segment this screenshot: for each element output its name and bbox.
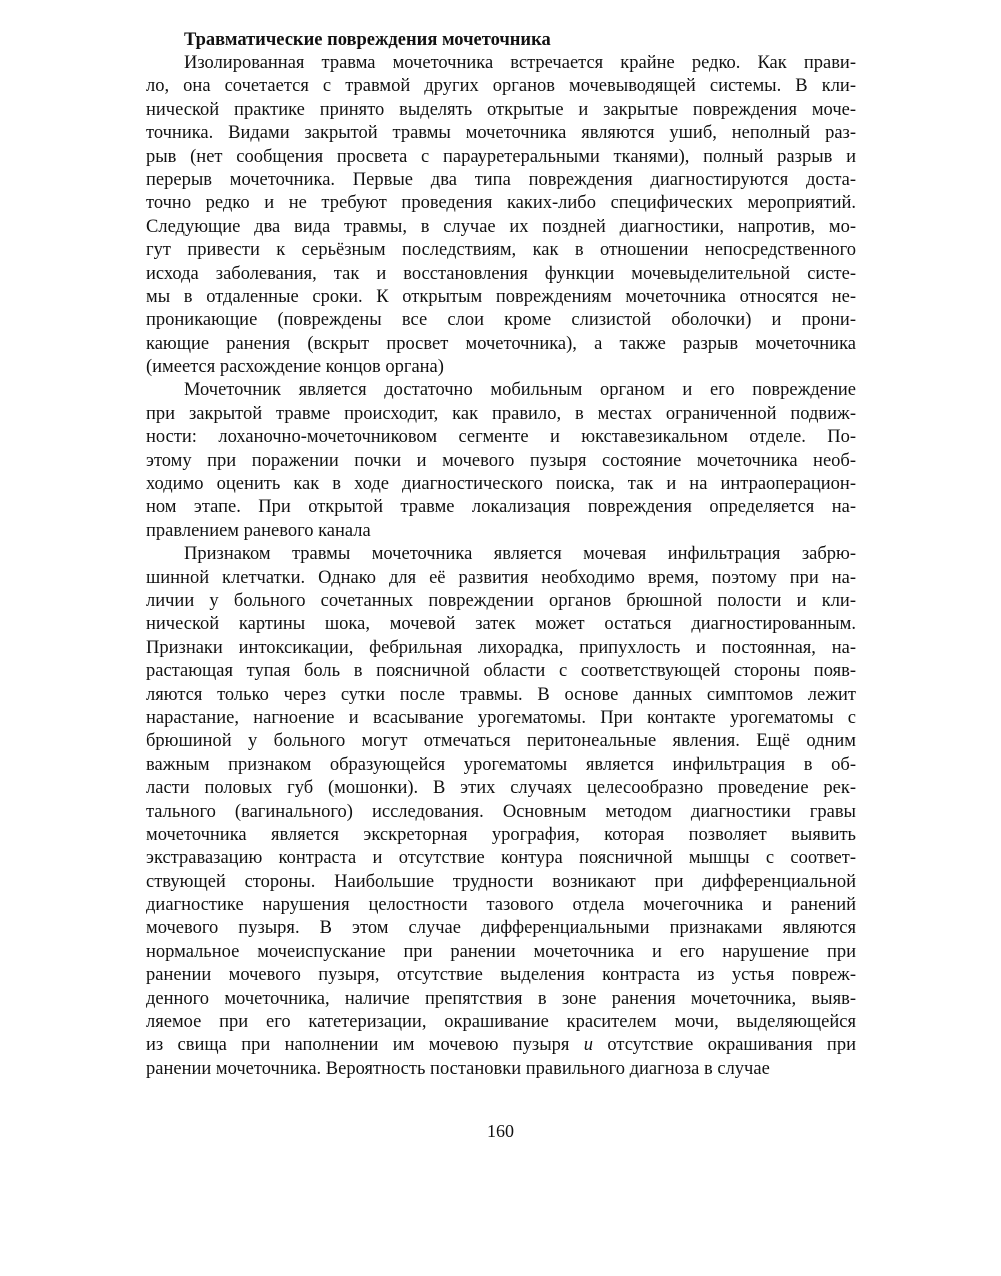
text-line: перерыв мочеточника. Первые два типа повреждения диагностируются доста- [146,169,856,190]
text-line: диагностике нарушения целостности тазового отдела мочегочника и ранений [146,895,856,916]
paragraph [146,379,856,543]
text-line: ствующей стороны. Наибольшие трудности возникают при дифференциальной [146,871,856,892]
text-line: ранении мочевого пузыря, отсутствие выделения контраста из устья повреж- [146,965,856,986]
text-line: ласти половых губ (мошонки). В этих случаях целесообразно проведение рек- [146,778,856,799]
text-line: Мочеточник является достаточно мобильным органом и его повреждение [184,380,856,401]
paragraph [146,543,856,1081]
text-line: гут привести к серьёзным последствиям, как в отношении непосредственного [146,240,856,261]
text-line: брюшиной у больного могут отмечаться перитонеальные явления. Ещё одним [146,731,856,752]
text-line: важным признаком образующейся урогематомы является инфильтрация в об- [146,754,856,775]
text-line: нической картины шока, мочевой затек может остаться диагностированным. [146,614,856,635]
text-line: экстравазацию контраста и отсутствие контура поясничной мышцы с соответ- [146,848,856,869]
text-line: точно редко и не требуют проведения каких-либо специфических мероприятий. [146,193,856,214]
text-line: этому при поражении почки и мочевого пузыря состояние мочеточника необ- [146,450,856,471]
text-line: личии у больного сочетанных повреждении органов брюшной полости и кли- [146,590,856,611]
text-line: нической практике принято выделять открытые и закрытые повреждения моче- [146,99,856,120]
text-line: ляемое при его катетеризации, окрашивание красителем мочи, выделяющейся [146,1012,856,1033]
text-line: кающие ранения (вскрыт просвет мочеточника), а также разрыв мочеточника [146,333,856,354]
text-line: растающая тупая боль в поясничной области с соответствующей стороны появ- [146,661,856,682]
text-line: ходимо оценить как в ходе диагностического поиска, так и на интраоперацион- [146,474,856,495]
text-line: правлением раневого канала [146,520,371,541]
text-line: Признаки интоксикации, фебрильная лихорадка, припухлость и постоянная, на- [146,637,856,658]
text-line: при закрытой травме происходит, как правило, в местах ограниченной подвиж- [146,403,856,424]
text-line: из свища при наполнении им мочевою пузыря и отсутствие окрашивания при [146,1035,856,1056]
text-line: денного мочеточника, наличие препятствия в зоне ранения мочеточника, выяв- [146,988,856,1009]
text-line: ном этапе. При открытой травме локализация повреждения определяется на- [146,497,856,518]
text-line: рыв (нет сообщения просвета с парауретеральными тканями), полный разрыв и [146,146,856,167]
text-line: ло, она сочетается с травмой других органов мочевыводящей системы. В кли- [146,76,856,97]
text-line: Признаком травмы мочеточника является мочевая инфильтрация забрю- [184,544,856,565]
text-line: мы в отдаленные сроки. К открытым повреждениям мочеточника относятся не- [146,286,856,307]
page-number: 160 [487,1121,514,1141]
text-line: Следующие два вида травмы, в случае их поздней диагностики, напротив, мо- [146,216,856,237]
text-line: ности: лоханочно-мочеточниковом сегменте и юкставезикальном отделе. По- [146,427,856,448]
text-line: ранении мочеточника. Вероятность постановки правильного диагноза в случае [146,1058,770,1079]
text-line: Изолированная травма мочеточника встречается крайне редко. Как прави- [184,53,856,73]
page-body [146,28,856,1081]
text-line: мочеточника является экскреторная урография, которая позволяет выявить [146,824,856,845]
paragraph [146,52,856,379]
text-line: проникающие (повреждены все слои кроме слизистой оболочки) и прони- [146,310,856,331]
text-line: мочевого пузыря. В этом случае дифференциальными признаками являются [146,918,856,939]
text-line: нормальное мочеиспускание при ранении мочеточника и его нарушение при [146,941,856,962]
text-line: (имеется расхождение концов органа) [146,357,444,378]
text-line: точника. Видами закрытой травмы мочеточника являются ушиб, неполный раз- [146,123,856,144]
text-line: ляются только через сутки после травмы. В основе данных симптомов лежит [146,684,856,705]
text-line: тального (вагинального) исследования. Основным методом диагностики гравы [146,801,856,822]
text-line: исхода заболевания, так и восстановления функции мочевыделительной систе- [146,263,856,284]
section-heading: Травматические повреждения мочеточника [184,30,551,50]
text-line: шинной клетчатки. Однако для её развития необходимо время, поэтому при на- [146,567,856,588]
text-line: нарастание, нагноение и всасывание урогематомы. При контакте урогематомы с [146,707,856,728]
body-text [146,52,856,1081]
